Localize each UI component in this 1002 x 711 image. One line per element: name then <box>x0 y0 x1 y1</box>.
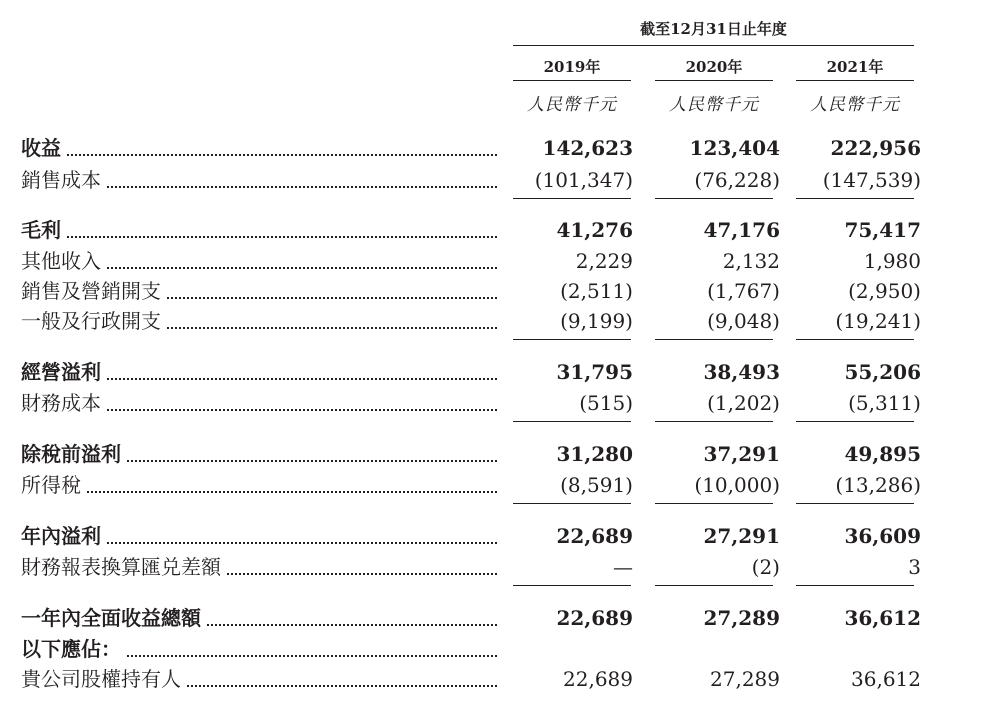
subtotal-rule <box>513 585 631 586</box>
subtotal-rule <box>513 198 631 199</box>
row-label: 財務報表換算匯兑差額 <box>21 555 221 579</box>
subtotal-rule <box>796 339 914 340</box>
value-cell-2020: (2) <box>751 555 780 579</box>
dot-leader <box>107 409 497 411</box>
subtotal-rule <box>513 421 631 422</box>
dot-leader <box>207 624 497 626</box>
table-row <box>0 471 1002 499</box>
row-label: 除稅前溢利 <box>21 442 121 466</box>
table-row <box>0 216 1002 244</box>
table-row <box>0 604 1002 632</box>
value-cell-2019: 31,280 <box>556 442 633 466</box>
value-cell-2019: 22,689 <box>563 667 633 691</box>
value-cell-2021: (19,241) <box>835 309 921 333</box>
value-cell-2020: (10,000) <box>694 473 780 497</box>
year-header-2021: 2021年 <box>826 58 884 76</box>
value-cell-2019: 22,689 <box>556 524 633 548</box>
value-cell-2021: 36,612 <box>844 606 921 630</box>
value-cell-2019: (101,347) <box>534 168 633 192</box>
dot-leader <box>67 154 497 156</box>
period-header: 截至12月31日止年度 <box>640 20 787 38</box>
row-label: 銷售成本 <box>21 168 101 192</box>
subtotal-rule <box>796 198 914 199</box>
subtotal-rule <box>655 339 773 340</box>
value-cell-2020: 123,404 <box>689 136 780 160</box>
dot-leader <box>87 491 497 493</box>
row-label: 經營溢利 <box>21 360 101 384</box>
row-label: 收益 <box>21 136 61 160</box>
value-cell-2021: 3 <box>908 555 921 579</box>
table-row <box>0 247 1002 275</box>
value-cell-2020: 27,291 <box>703 524 780 548</box>
value-cell-2021: 36,609 <box>844 524 921 548</box>
row-label: 財務成本 <box>21 391 101 415</box>
value-cell-2019: 2,229 <box>575 249 633 273</box>
subtotal-rule <box>655 421 773 422</box>
table-row <box>0 307 1002 335</box>
dot-leader <box>107 267 497 269</box>
subtotal-rule <box>655 585 773 586</box>
value-cell-2020: (1,202) <box>707 391 780 415</box>
value-cell-2020 <box>640 635 780 663</box>
table-row <box>0 553 1002 581</box>
dot-leader <box>187 685 497 687</box>
value-cell-2021: (147,539) <box>822 168 921 192</box>
value-cell-2019: 31,795 <box>556 360 633 384</box>
table-row <box>0 522 1002 550</box>
value-cell-2019: (8,591) <box>560 473 633 497</box>
subtotal-rule <box>796 421 914 422</box>
year-rule-2021 <box>796 80 914 81</box>
year-header-2020: 2020年 <box>685 58 743 76</box>
value-cell-2021: 1,980 <box>863 249 921 273</box>
dot-leader <box>107 186 497 188</box>
value-cell-2021 <box>781 635 921 663</box>
row-label: 其他收入 <box>21 249 101 273</box>
value-cell-2019: (515) <box>579 391 633 415</box>
table-row <box>0 665 1002 693</box>
unit-label-2021: 人民幣千元 <box>810 95 900 115</box>
value-cell-2019: 41,276 <box>556 218 633 242</box>
value-cell-2019: 22,689 <box>556 606 633 630</box>
year-rule-2020 <box>655 80 773 81</box>
value-cell-2020: (76,228) <box>694 168 780 192</box>
row-label: 年內溢利 <box>21 524 101 548</box>
value-cell-2021: 49,895 <box>844 442 921 466</box>
period-header-rule <box>513 45 914 46</box>
dot-leader <box>167 327 497 329</box>
table-row <box>0 277 1002 305</box>
dot-leader <box>107 378 497 380</box>
subtotal-rule <box>796 503 914 504</box>
value-cell-2019: — <box>613 555 633 579</box>
value-cell-2021: 222,956 <box>830 136 921 160</box>
dot-leader <box>127 460 497 462</box>
unit-label-2019: 人民幣千元 <box>527 95 617 115</box>
dot-leader <box>227 573 497 575</box>
value-cell-2020: 27,289 <box>710 667 780 691</box>
value-cell-2019: (9,199) <box>560 309 633 333</box>
row-label: 所得稅 <box>21 473 81 497</box>
value-cell-2019: (2,511) <box>560 279 633 303</box>
dot-leader <box>67 236 497 238</box>
value-cell-2020: 38,493 <box>703 360 780 384</box>
value-cell-2021: (5,311) <box>848 391 921 415</box>
value-cell-2020: 27,289 <box>703 606 780 630</box>
value-cell-2020: 37,291 <box>703 442 780 466</box>
table-row <box>0 358 1002 386</box>
subtotal-rule <box>513 503 631 504</box>
subtotal-rule <box>513 339 631 340</box>
value-cell-2019 <box>493 635 633 663</box>
dot-leader <box>107 542 497 544</box>
row-label: 一年內全面收益總額 <box>21 606 201 630</box>
table-row <box>0 389 1002 417</box>
value-cell-2021: (13,286) <box>835 473 921 497</box>
table-row <box>0 440 1002 468</box>
year-rule-2019 <box>513 80 631 81</box>
value-cell-2021: 36,612 <box>851 667 921 691</box>
dot-leader <box>167 297 497 299</box>
subtotal-rule <box>655 503 773 504</box>
table-row <box>0 635 1002 663</box>
table-row <box>0 134 1002 162</box>
value-cell-2019: 142,623 <box>542 136 633 160</box>
row-label: 銷售及營銷開支 <box>21 279 161 303</box>
value-cell-2021: 55,206 <box>844 360 921 384</box>
value-cell-2020: (9,048) <box>707 309 780 333</box>
subtotal-rule <box>796 585 914 586</box>
row-label: 以下應佔： <box>21 637 121 661</box>
row-label: 毛利 <box>21 218 61 242</box>
value-cell-2021: (2,950) <box>848 279 921 303</box>
year-header-2019: 2019年 <box>543 58 601 76</box>
table-row <box>0 166 1002 194</box>
row-label: 貴公司股權持有人 <box>21 667 181 691</box>
value-cell-2020: 2,132 <box>722 249 780 273</box>
value-cell-2020: 47,176 <box>703 218 780 242</box>
dot-leader <box>127 655 497 657</box>
row-label: 一般及行政開支 <box>21 309 161 333</box>
value-cell-2021: 75,417 <box>844 218 921 242</box>
subtotal-rule <box>655 198 773 199</box>
value-cell-2020: (1,767) <box>707 279 780 303</box>
unit-label-2020: 人民幣千元 <box>669 95 759 115</box>
